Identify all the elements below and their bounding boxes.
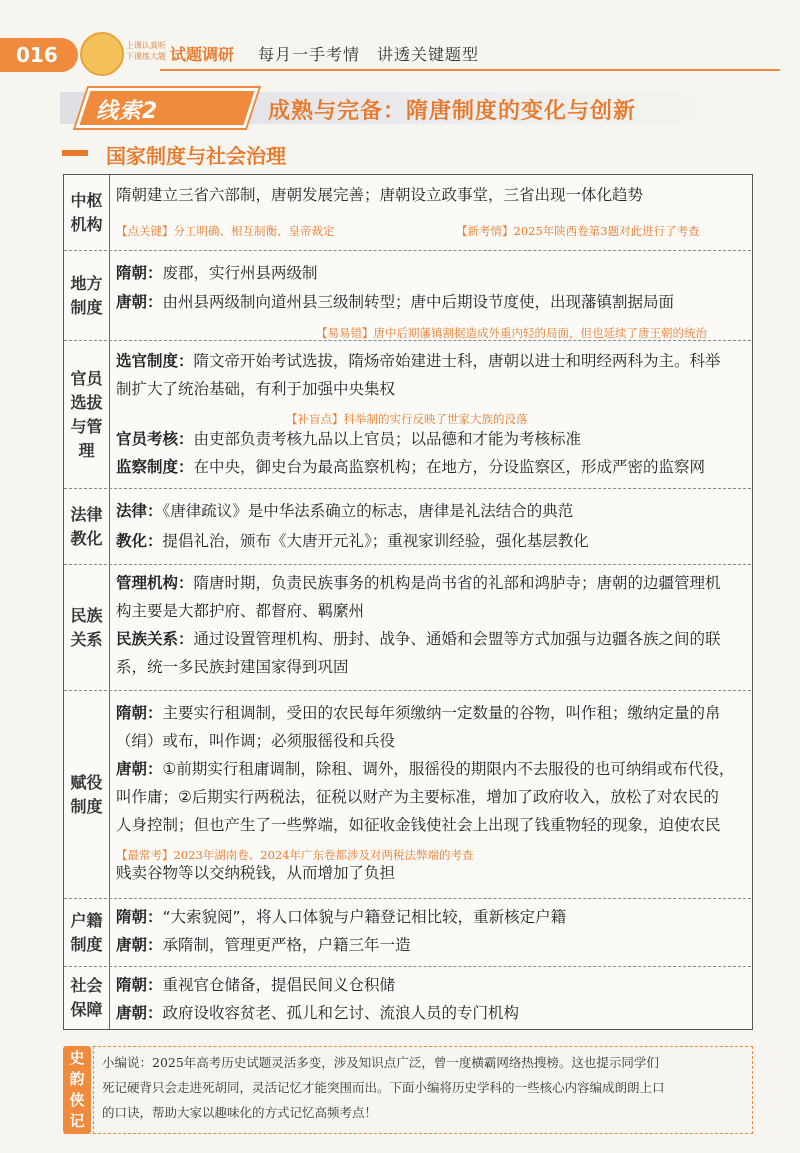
text: （绢）或布，叫作调；必须服徭役和兵役 [116, 732, 396, 750]
text: 制扩大了统治基础，有利于加强中央集权 [116, 380, 396, 398]
row-label-line: 赋役 [70, 772, 103, 792]
text: 重视官仓储备，提倡民间义仓积储 [162, 976, 396, 994]
table-row-ethnic [64, 565, 751, 691]
term: 唐朝： [116, 293, 163, 311]
term: 隋朝： [116, 908, 163, 926]
editor-note-tab: 史韵侠记 [63, 1046, 91, 1134]
row-content [116, 341, 746, 488]
row-content [116, 967, 746, 1029]
editor-note-line: 小编说：2025年高考历史试题灵活多变，涉及知识点广泛，曾一度横霸网络热搜榜。这也提示同学们 [102, 1055, 659, 1070]
row-line [116, 727, 395, 756]
table-row-officials [64, 341, 751, 489]
row-label-line: 与管 [70, 416, 103, 436]
row-label-line: 机构 [70, 214, 103, 234]
term: 唐朝： [116, 936, 163, 954]
editor-note-content [93, 1046, 753, 1134]
section-marker-icon [62, 150, 88, 156]
section-heading [62, 140, 762, 168]
row-label [64, 175, 110, 250]
row-label-line: 民族 [70, 605, 103, 625]
editor-note-line: 死记硬背只会走进死胡同，灵活记忆才能突围而出。下面小编将历史学科的一些核心内容编成朗朗上口 [102, 1080, 665, 1095]
term: 教化： [116, 532, 163, 550]
row-label-line: 官员 [70, 368, 103, 388]
table-row-law [64, 489, 751, 565]
row-label-line: 保障 [70, 1000, 103, 1019]
row-label-line: 法律 [70, 504, 103, 524]
row-line [116, 699, 721, 728]
section-title: 国家制度与社会治理 [106, 144, 286, 168]
clue-banner [60, 86, 760, 130]
table-row-household [64, 899, 751, 967]
row-label-line: 理 [78, 440, 95, 460]
row-line [116, 288, 674, 317]
annotation-key: 【点关键】分工明确、相互制衡、皇帝裁定 [116, 224, 335, 238]
text: 系，统一多民族封建国家得到巩固 [116, 658, 349, 676]
annotation-common: 【最常考】2023年湖南卷、2024年广东卷都涉及对两税法弊端的考查 [116, 848, 474, 862]
annotation-gap: 【补盲点】科举制的实行反映了世家大族的没落 [286, 412, 528, 426]
table-row-local [64, 251, 751, 341]
term: 法律： [116, 502, 163, 520]
text: 叫作庸；②后期实行两税法，征税以财产为主要标准，增加了政府收入，放松了对农民的 [116, 788, 719, 806]
row-line [116, 931, 411, 960]
row-line [116, 625, 721, 654]
row-line [116, 903, 566, 932]
row-label-line: 地方 [70, 273, 103, 293]
row-content [116, 175, 746, 250]
text: 人身控制；但也产生了一些弊端，如征收金钱使社会上出现了钱重物轻的现象，迫使农民 [116, 816, 721, 834]
row-line [116, 347, 721, 376]
row-label-line: 中枢 [70, 190, 103, 210]
row-line [116, 425, 581, 454]
row-label-line: 教化 [70, 528, 103, 548]
text: 《唐律疏议》是中华法系确立的标志，唐律是礼法结合的典范 [162, 502, 574, 520]
text: 提倡礼治，颁布《大唐开元礼》；重视家训经验，强化基层教化 [162, 532, 589, 550]
institutions-table [63, 174, 753, 1030]
term: 民族关系： [116, 630, 194, 648]
row-line [116, 783, 719, 812]
term: 唐朝： [116, 1004, 163, 1022]
term: 隋朝： [116, 704, 163, 722]
clue-label: 线索2 [96, 99, 159, 124]
header-title: 试题调研 [170, 45, 235, 64]
text: 构主要是大都护府、都督府、羁縻州 [116, 602, 365, 620]
term: 唐朝： [116, 760, 163, 778]
row-line [116, 453, 705, 482]
header-divider [160, 69, 780, 71]
row-line [116, 859, 395, 888]
row-line [116, 597, 364, 626]
term: 官员考核： [116, 430, 194, 448]
text: 隋文帝开始考试选拔，隋炀帝始建进士科，唐朝以进士和明经两科为主。科举 [193, 352, 721, 370]
text: 贱卖谷物等以交纳税钱，从而增加了负担 [116, 864, 396, 882]
term: 隋朝： [116, 264, 163, 282]
table-row-central [64, 175, 751, 251]
page-number: 016 [0, 38, 78, 72]
editor-note-box [63, 1046, 753, 1136]
row-line [116, 497, 573, 526]
row-content [116, 691, 746, 898]
row-content [116, 251, 746, 340]
table-row-welfare [64, 967, 751, 1029]
term: 监察制度： [116, 458, 194, 476]
table-row-tax [64, 691, 751, 899]
row-line [116, 259, 318, 288]
header-subtitle: 每月一手考情 讲透关键题型 [258, 45, 480, 64]
row-line [116, 971, 395, 1000]
row-line [116, 375, 395, 404]
row-label-line: 社会 [70, 976, 103, 995]
row-label [64, 565, 110, 690]
row-line [116, 755, 734, 784]
text: 由州县两级制向道州县三级制转型；唐中后期设节度使，出现藩镇割据局面 [162, 293, 675, 311]
page-header [0, 38, 800, 74]
text: 隋唐时期，负责民族事务的机构是尚书省的礼部和鸿胪寺；唐朝的边疆管理机 [193, 574, 721, 592]
term: 管理机构： [116, 574, 194, 592]
row-text: 隋朝建立三省六部制，唐朝发展完善；唐朝设立政事堂，三省出现一体化趋势 [116, 186, 644, 204]
row-label [64, 691, 110, 898]
row-label-line: 关系 [70, 629, 103, 649]
row-line [116, 569, 721, 598]
row-line [116, 999, 519, 1028]
clue-title: 成熟与完备：隋唐制度的变化与创新 [268, 99, 637, 124]
row-label [64, 489, 110, 564]
text: 通过设置管理机构、册封、战争、通婚和会盟等方式加强与边疆各族之间的联 [193, 630, 721, 648]
text: 废郡，实行州县两级制 [162, 264, 318, 282]
row-label [64, 967, 110, 1029]
row-line [116, 653, 349, 682]
row-content [116, 489, 746, 564]
text: 在中央，御史台为最高监察机构；在地方，分设监察区，形成严密的监察网 [193, 458, 706, 476]
row-label-line: 选拔 [70, 392, 103, 412]
row-content [116, 899, 746, 966]
text: 主要实行租调制，受田的农民每年须缴纳一定数量的谷物，叫作租；缴纳定量的帛 [162, 704, 721, 722]
row-label [64, 899, 110, 966]
row-label-line: 制度 [70, 934, 103, 954]
row-label-line: 户籍 [70, 910, 103, 930]
row-label [64, 251, 110, 340]
row-label-line: 制度 [70, 297, 103, 317]
text: 承隋制，管理更严格，户籍三年一造 [162, 936, 411, 954]
row-label-line: 制度 [70, 796, 103, 816]
badge-text: 上课认真听 下课练大题 [126, 41, 166, 61]
row-label [64, 341, 110, 488]
annotation-error: 【易易错】唐中后期藩镇割据造成外重内轻的局面，但也延续了唐王朝的统治 [316, 326, 707, 340]
row-line [116, 811, 721, 840]
text: 政府设收容贫老、孤儿和乞讨、流浪人员的专门机构 [162, 1004, 520, 1022]
mascot-badge-icon [80, 32, 124, 76]
term: 选官制度： [116, 352, 194, 370]
term: 隋朝： [116, 976, 163, 994]
annotation-new: 【新考情】2025年陕西卷第3题对此进行了考查 [456, 224, 700, 238]
editor-note-line: 的口诀，帮助大家以趣味化的方式记忆高频考点！ [102, 1105, 378, 1120]
text: ①前期实行租庸调制，除租、调外，服徭役的期限内不去服役的也可纳绢或布代役， [162, 760, 735, 778]
row-content [116, 565, 746, 690]
row-line [116, 527, 589, 556]
text: “大索貌阅”，将人口体貌与户籍登记相比较，重新核定户籍 [162, 908, 567, 926]
text: 由吏部负责考核九品以上官员；以品德和才能为考核标准 [193, 430, 582, 448]
